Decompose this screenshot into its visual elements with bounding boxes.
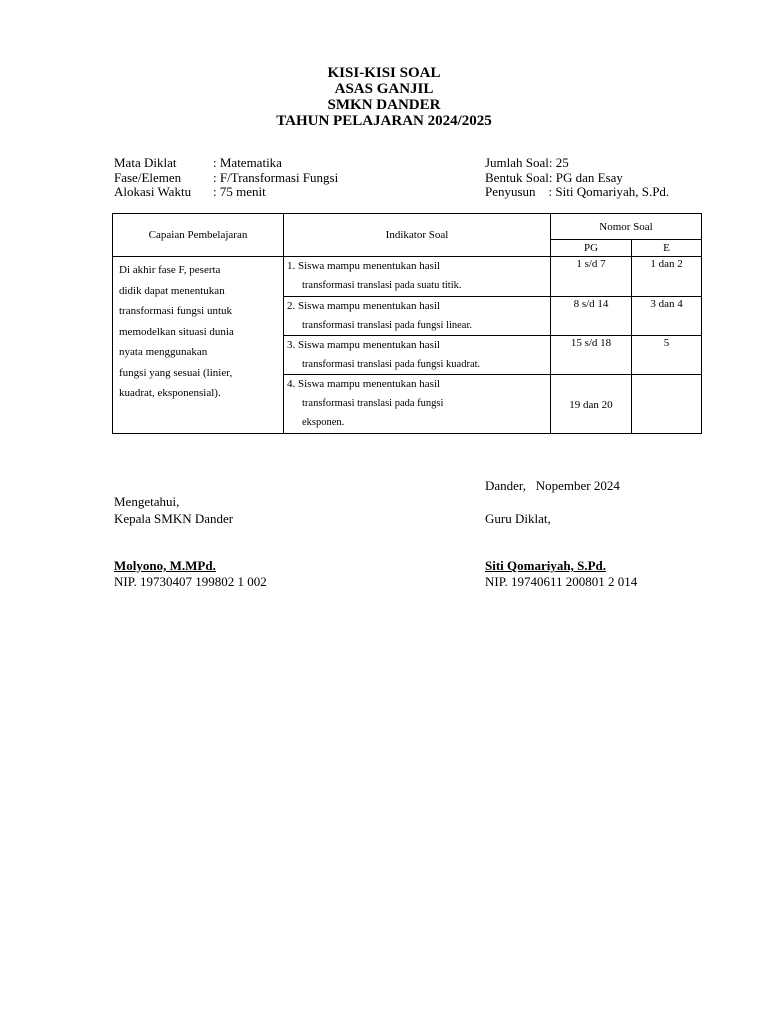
indicator-line: transformasi translasi pada fungsi linear.	[302, 320, 472, 331]
teacher-title: Guru Diklat,	[485, 511, 551, 526]
capaian-line: didik dapat menentukan	[119, 284, 225, 297]
info-phase-label: Fase/Elemen	[114, 170, 182, 185]
document-subtitle-school: SMKN DANDER	[327, 97, 441, 113]
capaian-line: kuadrat, eksponensial).	[119, 387, 221, 399]
capaian-line: Di akhir fase F, peserta	[119, 264, 221, 276]
info-subject-label: Mata Diklat	[114, 155, 177, 170]
pg-number-cell: 19 dan 20	[551, 375, 632, 434]
header-e: E	[632, 240, 702, 257]
info-subject-value: : Matematika	[213, 155, 282, 170]
info-question-type: Bentuk Soal: PG dan Esay	[485, 170, 623, 185]
grid-table	[112, 213, 702, 434]
info-question-count: Jumlah Soal: 25	[485, 155, 569, 170]
indicator-cell	[284, 257, 551, 297]
pg-number-cell: 8 s/d 14	[551, 297, 632, 336]
capaian-line: transformasi fungsi untuk	[119, 305, 233, 317]
info-time-value: : 75 menit	[213, 184, 266, 199]
indicator-cell	[284, 336, 551, 375]
info-time-label: Alokasi Waktu	[114, 184, 192, 199]
document-subtitle-exam: ASAS GANJIL	[334, 81, 434, 97]
indicator-line: 1. Siswa mampu menentukan hasil	[287, 260, 441, 272]
document-subtitle-year: TAHUN PELAJARAN 2024/2025	[276, 113, 492, 129]
info-author: Penyusun : Siti Qomariyah, S.Pd.	[485, 184, 670, 199]
headmaster-nip: NIP. 19730407 199802 1 002	[114, 574, 267, 589]
header-nomor-soal: Nomor Soal	[551, 214, 702, 240]
e-number-cell: 3 dan 4	[632, 297, 702, 336]
acknowledged-label: Mengetahui,	[114, 494, 180, 509]
indicator-cell	[284, 297, 551, 336]
indicator-line: transformasi translasi pada suatu titik.	[302, 280, 462, 291]
capaian-line: fungsi yang sesuai (linier,	[119, 366, 233, 379]
teacher-name: Siti Qomariyah, S.Pd.	[485, 558, 606, 573]
indicator-line: transformasi translasi pada fungsi	[302, 398, 444, 409]
indicator-line: eksponen.	[302, 417, 345, 428]
teacher-nip: NIP. 19740611 200801 2 014	[485, 574, 638, 589]
capaian-line: nyata menggunakan	[119, 346, 208, 358]
headmaster-title: Kepala SMKN Dander	[114, 511, 234, 526]
header-pg: PG	[551, 240, 632, 257]
info-phase-value: : F/Transformasi Fungsi	[213, 170, 339, 185]
e-number-cell: 5	[632, 336, 702, 375]
header-indikator: Indikator Soal	[284, 214, 551, 257]
place-date: Dander, Nopember 2024	[485, 478, 620, 493]
indicator-line: 4. Siswa mampu menentukan hasil	[287, 378, 441, 390]
capaian-cell	[113, 257, 284, 434]
e-number-cell: 1 dan 2	[632, 257, 702, 297]
indicator-line: 2. Siswa mampu menentukan hasil	[287, 300, 441, 312]
header-capaian: Capaian Pembelajaran	[113, 214, 284, 257]
capaian-line: memodelkan situasi dunia	[119, 325, 234, 338]
indicator-line: transformasi translasi pada fungsi kuadrat.	[302, 359, 481, 370]
e-number-cell	[632, 375, 702, 434]
indicator-cell	[284, 375, 551, 434]
pg-number-cell: 1 s/d 7	[551, 257, 632, 297]
pg-number-cell: 15 s/d 18	[551, 336, 632, 375]
indicator-line: 3. Siswa mampu menentukan hasil	[287, 339, 441, 351]
headmaster-name: Molyono, M.MPd.	[114, 558, 216, 573]
document-title: KISI-KISI SOAL	[327, 65, 441, 81]
